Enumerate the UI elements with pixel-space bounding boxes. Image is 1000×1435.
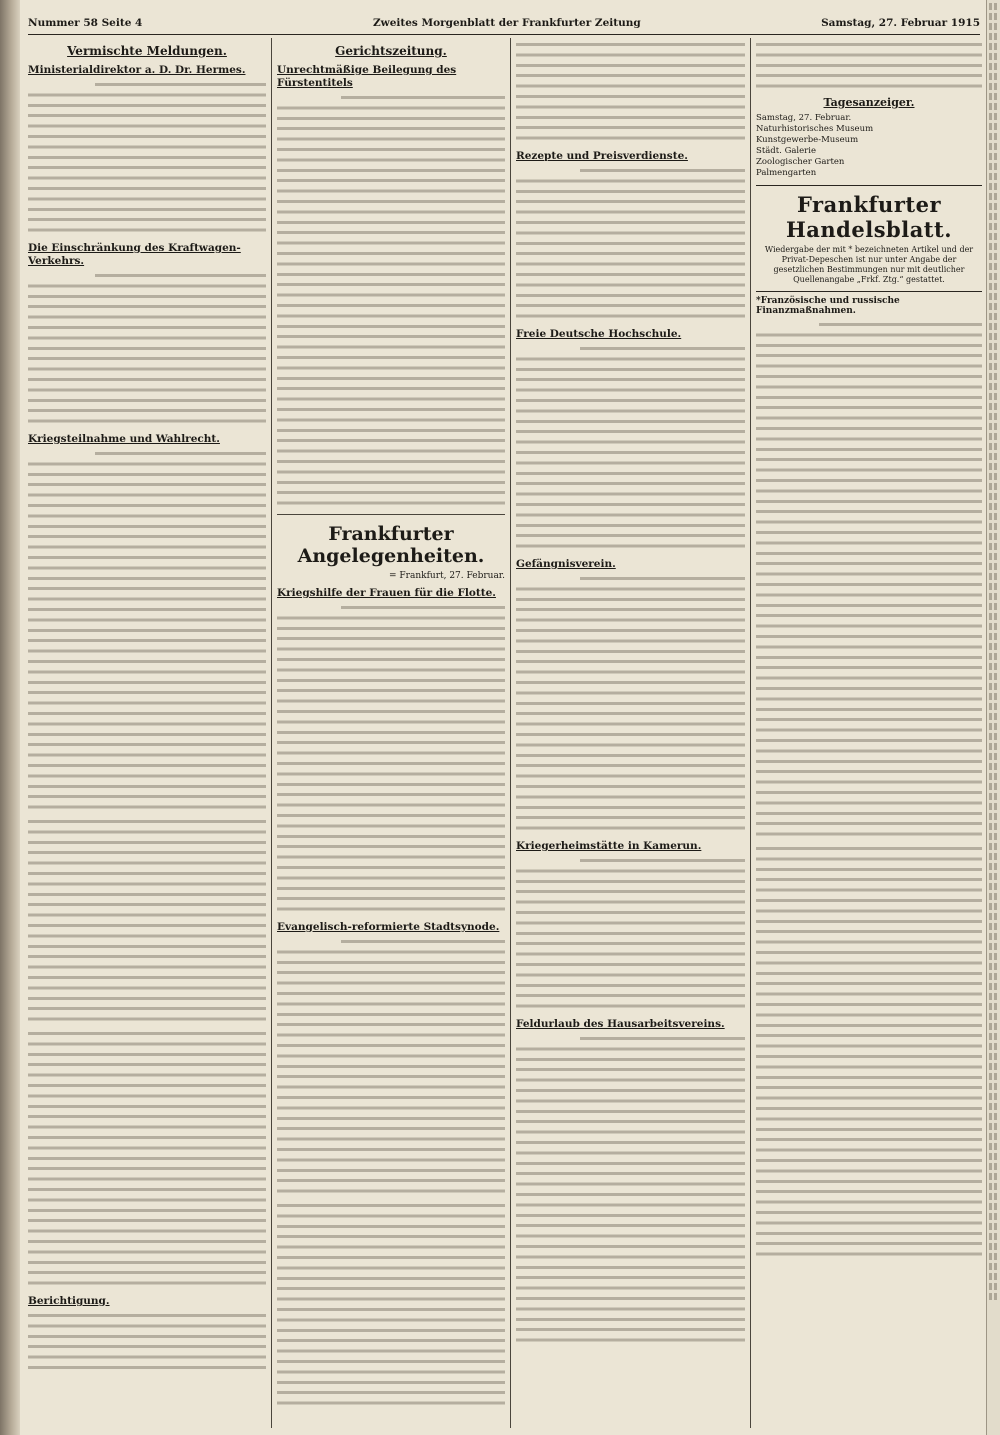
body-text — [28, 80, 266, 236]
body-text — [277, 1201, 505, 1409]
headline: Ministerialdirektor a. D. Dr. Hermes. — [28, 64, 246, 76]
handelsblatt-note: Wiedergabe der mit * bezeichneten Artikel und der Privat-Depeschen ist nur unter Angabe der gesetzlichen Bestimmungen nur mit deutlicher Quellenangabe „Frkf. Ztg.“ gestattet. — [764, 245, 974, 284]
tagesanzeiger-date: Samstag, 27. Februar. — [756, 113, 852, 123]
headline: Die Einschränkung des Kraftwagen-Verkehrs. — [28, 242, 241, 267]
body-text — [756, 40, 982, 92]
tagesanzeiger-item: Städt. Galerie — [756, 146, 816, 156]
body-text — [756, 844, 982, 1260]
body-text — [516, 574, 745, 834]
issue-date: Samstag, 27. Februar 1915 — [821, 17, 980, 29]
tagesanzeiger-list — [756, 124, 982, 179]
column-1 — [28, 40, 266, 1425]
section-headline: Frankfurter Angelegenheiten. — [297, 523, 485, 567]
body-text — [28, 449, 266, 813]
tagesanzeiger-title: Tagesanzeiger. — [823, 96, 915, 109]
column-3 — [516, 40, 745, 1425]
headline: Kriegerheimstätte in Kamerun. — [516, 840, 702, 852]
body-text — [28, 1029, 266, 1289]
issue-number: Nummer 58 Seite 4 — [28, 17, 143, 29]
headline: Kriegsteilnahme und Wahlrecht. — [28, 433, 220, 445]
headline: Unrechtmäßige Beilegung des Fürstentitels — [277, 64, 457, 89]
body-text — [756, 320, 982, 840]
headline: Freie Deutsche Hochschule. — [516, 328, 682, 340]
adjacent-page-strip — [986, 0, 1000, 1435]
tagesanzeiger-item: Zoologischer Garten — [756, 157, 845, 167]
headline: Kriegshilfe der Frauen für die Flotte. — [277, 587, 496, 599]
headline: Gefängnisverein. — [516, 558, 616, 570]
handelsblatt-banner — [756, 185, 982, 292]
headline: *Französische und russische Finanzmaßnahmen. — [756, 296, 900, 316]
body-text — [28, 1311, 266, 1373]
body-text — [516, 344, 745, 552]
section-title: Vermischte Meldungen. — [67, 44, 227, 58]
headline: Berichtigung. — [28, 1295, 110, 1307]
dateline: = Frankfurt, 27. Februar. — [389, 571, 505, 581]
column-4 — [756, 40, 982, 1425]
book-binding — [0, 0, 20, 1435]
body-text — [516, 166, 745, 322]
body-text — [277, 937, 505, 1197]
headline: Feldurlaub des Hausarbeitsvereins. — [516, 1018, 725, 1030]
body-text — [277, 93, 505, 509]
tagesanzeiger-item: Palmengarten — [756, 168, 817, 178]
page-header — [28, 14, 980, 35]
tagesanzeiger-item: Kunstgewerbe-Museum — [756, 135, 859, 145]
edition-title: Zweites Morgenblatt der Frankfurter Zeitung — [373, 17, 641, 29]
body-text — [516, 1034, 745, 1346]
body-text — [28, 817, 266, 1025]
handelsblatt-title: Frankfurter Handelsblatt. — [785, 192, 953, 242]
headline: Rezepte und Preisverdienste. — [516, 150, 688, 162]
section-title: Gerichtszeitung. — [335, 44, 447, 58]
body-text — [516, 856, 745, 1012]
body-text — [516, 40, 745, 144]
headline: Evangelisch-reformierte Stadtsynode. — [277, 921, 500, 933]
column-2 — [277, 40, 505, 1425]
body-text — [277, 603, 505, 915]
body-text — [28, 271, 266, 427]
tagesanzeiger-item: Naturhistorisches Museum — [756, 124, 874, 134]
